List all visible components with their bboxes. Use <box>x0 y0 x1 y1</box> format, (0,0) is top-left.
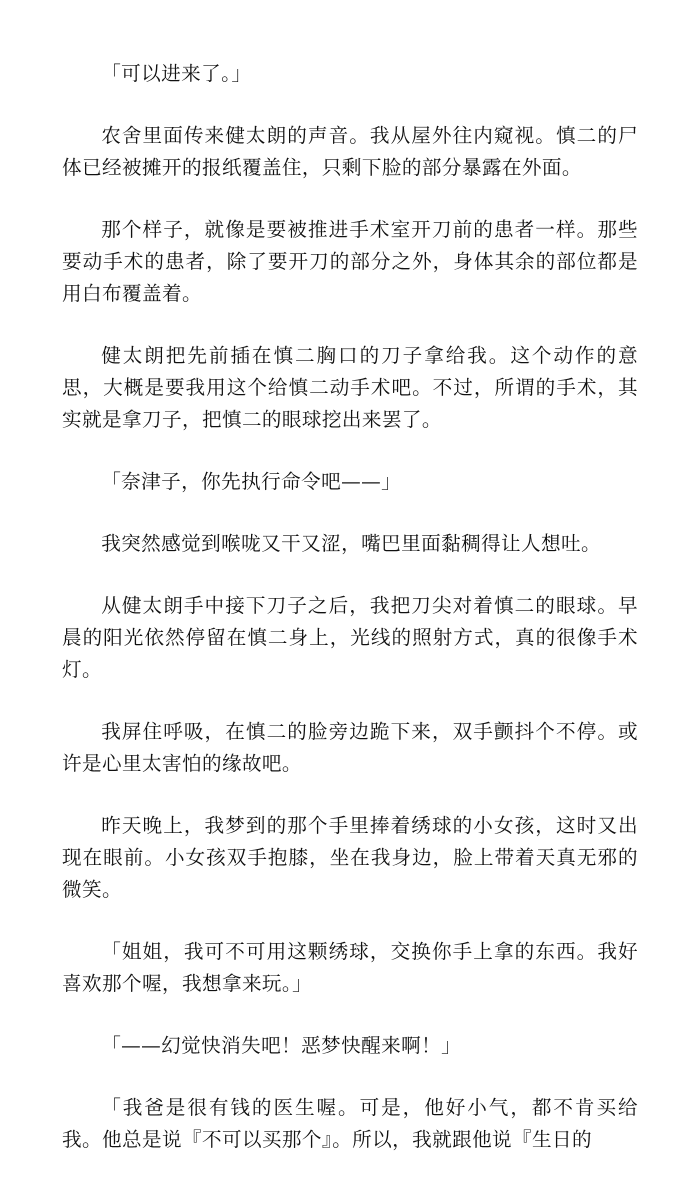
paragraph-11: 「——幻觉快消失吧！恶梦快醒来啊！」 <box>101 1034 462 1057</box>
paragraph-10: 「姐姐，我可不可用这颗绣球，交换你手上拿的东西。我好喜欢那个喔，我想拿来玩。」 <box>62 940 638 995</box>
paragraph-5: 「奈津子，你先执行命令吧——」 <box>101 470 402 493</box>
paragraph-12: 「我爸是很有钱的医生喔。可是，他好小气，都不肯买给我。他总是说『不可以买那个』。所以，我就跟他说『生日的 <box>62 1096 638 1151</box>
paragraph-9: 昨天晚上，我梦到的那个手里捧着绣球的小女孩，这时又出现在眼前。小女孩双手抱膝，坐在我身边，脸上带着天真无邪的微笑。 <box>62 814 638 901</box>
paragraph-3: 那个样子，就像是要被推进手术室开刀前的患者一样。那些要动手术的患者，除了要开刀的部分之外，身体其余的部位都是用白布覆盖着。 <box>62 218 638 305</box>
paragraph-1: 「可以进来了。」 <box>101 62 252 85</box>
paragraph-2: 农舍里面传来健太朗的声音。我从屋外往内窥视。慎二的尸体已经被摊开的报纸覆盖住，只剩下脸的部分暴露在外面。 <box>62 124 638 179</box>
paragraph-8: 我屏住呼吸，在慎二的脸旁边跪下来，双手颤抖个不停。或许是心里太害怕的缘故吧。 <box>62 720 638 775</box>
page-body <box>62 58 638 1186</box>
paragraph-6: 我突然感觉到喉咙又干又涩，嘴巴里面黏稠得让人想吐。 <box>101 532 602 555</box>
paragraph-4: 健太朗把先前插在慎二胸口的刀子拿给我。这个动作的意思，大概是要我用这个给慎二动手术吧。不过，所谓的手术，其实就是拿刀子，把慎二的眼球挖出来罢了。 <box>62 344 638 431</box>
paragraph-7: 从健太朗手中接下刀子之后，我把刀尖对着慎二的眼球。早晨的阳光依然停留在慎二身上，光线的照射方式，真的很像手术灯。 <box>62 594 638 681</box>
